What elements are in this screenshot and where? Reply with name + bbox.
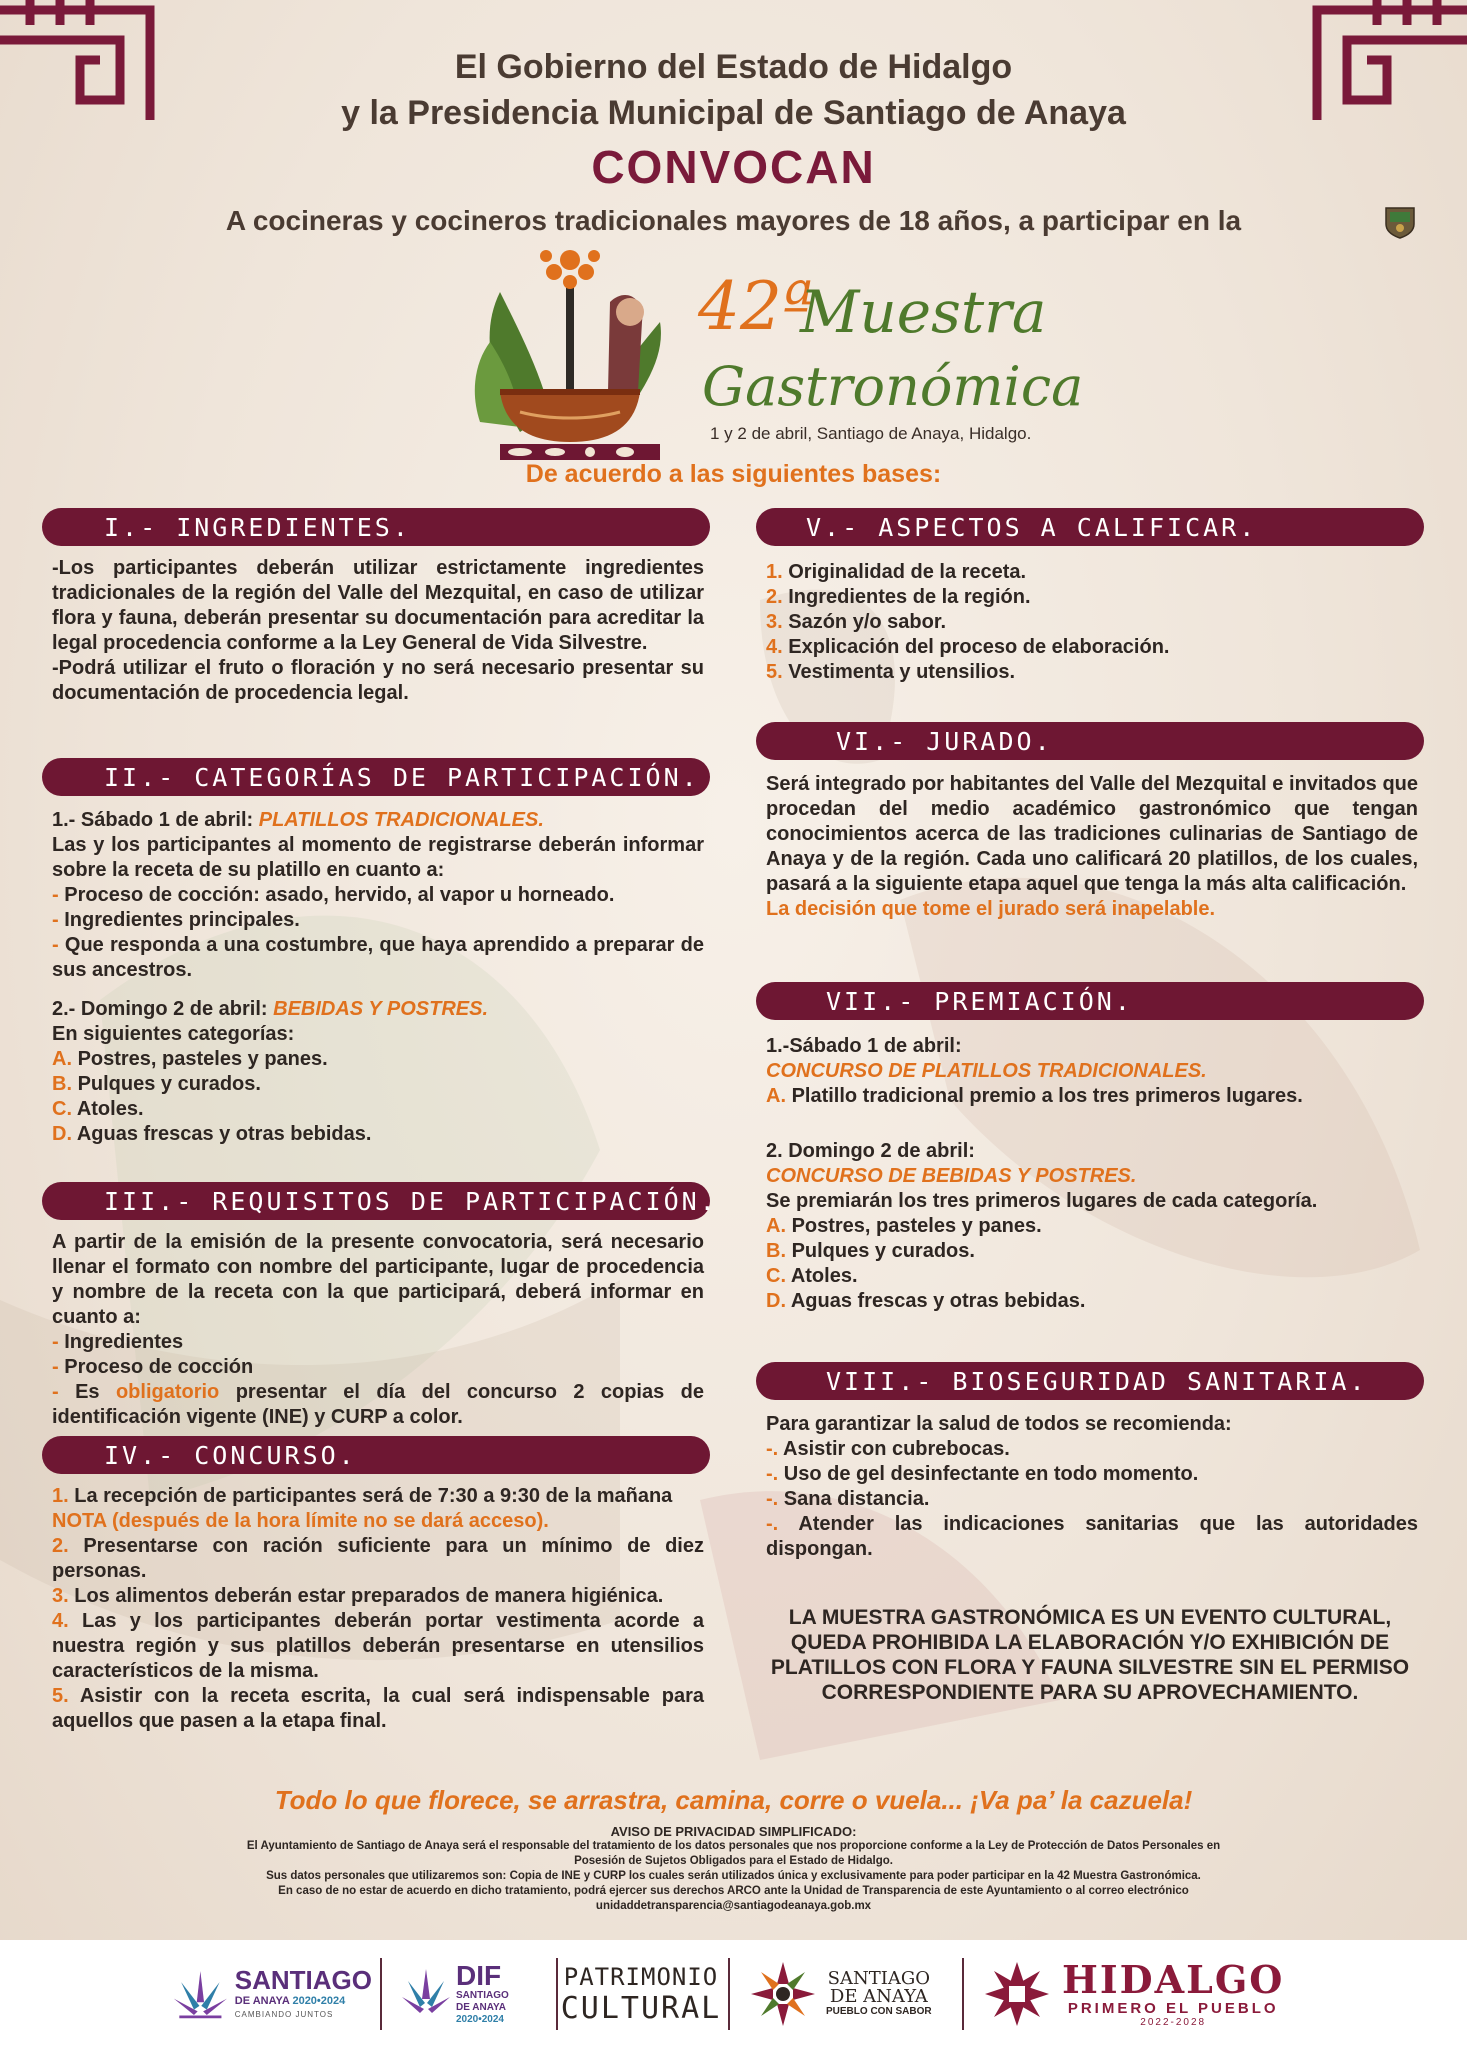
- section-title: V.- ASPECTOS A CALIFICAR.: [806, 512, 1258, 542]
- bioseguridad-intro: Para garantizar la salud de todos se recomienda:: [766, 1413, 1232, 1435]
- section-bioseguridad: [766, 1412, 1418, 1562]
- section-title: II.- CATEGORÍAS DE PARTICIPACIÓN.: [104, 762, 700, 792]
- list-item: - Proceso de cocción: [52, 1356, 254, 1378]
- privacy-title: AVISO DE PRIVACIDAD SIMPLIFICADO:: [610, 1824, 857, 1839]
- section-banner-concurso: [42, 1436, 710, 1474]
- section-banner-bioseguridad: [756, 1362, 1424, 1400]
- day-label: 2. Domingo 2 de abril:: [766, 1140, 975, 1162]
- edition-number: 42ª: [698, 268, 814, 345]
- list-item: - Que responda a una costumbre, que haya aprendido a preparar de sus ancestros.: [52, 934, 704, 981]
- hidalgo-years: 2022-2028: [1140, 2017, 1207, 2028]
- list-item: A. Postres, pasteles y panes.: [52, 1048, 328, 1070]
- section-banner-ingredientes: [42, 508, 710, 546]
- category-name: BEBIDAS Y POSTRES.: [273, 998, 489, 1020]
- jurado-highlight: La decisión que tome el jurado será inapelable.: [766, 898, 1216, 920]
- categorias-subintro: En siguientes categorías:: [52, 1023, 295, 1045]
- ingredientes-paragraph-1: -Los participantes deberán utilizar estrictamente ingredientes tradicionales de la región del Valle del Mezquital, en caso de utilizar flora y fauna, deberán presentar su documentación para acreditar la legal procedencia conforme a la Ley General de Vida Silvestre.: [52, 557, 704, 654]
- section-title: IV.- CONCURSO.: [104, 1440, 357, 1470]
- hidalgo-star-icon: [982, 1959, 1052, 2029]
- logo-word-muestra: Muestra: [800, 278, 1047, 346]
- list-item: - Proceso de cocción: asado, hervido, al vapor u horneado.: [52, 884, 615, 906]
- event-date: 1 y 2 de abril, Santiago de Anaya, Hidalgo.: [710, 424, 1032, 443]
- list-item: 1. Originalidad de la receta.: [766, 561, 1027, 583]
- hidalgo-name: HIDALGO: [1062, 1957, 1285, 2002]
- list-item: A. Platillo tradicional premio a los tres primeros lugares.: [766, 1085, 1303, 1107]
- list-item: A. Postres, pasteles y panes.: [766, 1215, 1042, 1237]
- patrimonio-line-1: PATRIMONIO: [563, 1962, 719, 1991]
- list-item: 5. Asistir con la receta escrita, la cual será indispensable para aquellos que pasen a la etapa final.: [52, 1685, 704, 1732]
- slogan: Todo lo que florece, se arrastra, camina, corre o vuela... ¡Va pa’ la cazuela!: [274, 1785, 1193, 1815]
- day-label: 1.- Sábado 1 de abril:: [52, 809, 254, 831]
- section-banner-categorias: [42, 758, 710, 796]
- list-item: B. Pulques y curados.: [52, 1073, 261, 1095]
- privacy-notice: [40, 1824, 1427, 1914]
- category-name: CONCURSO DE PLATILLOS TRADICIONALES.: [766, 1060, 1207, 1082]
- logo-dif: DIF SANTIAGO DE ANAYA 2020•2024: [400, 1954, 550, 2034]
- list-item: - Es obligatorio presentar el día del concurso 2 copias de identificación vigente (INE) y CURP a color.: [52, 1381, 704, 1428]
- day-label: 1.-Sábado 1 de abril:: [766, 1035, 962, 1057]
- list-item: 3. Sazón y/o sabor.: [766, 611, 947, 633]
- section-requisitos: [52, 1230, 704, 1430]
- section-banner-premiacion: [756, 982, 1424, 1020]
- hidalgo-tag: PRIMERO EL PUEBLO: [1067, 2000, 1279, 2017]
- agave-icon: [400, 1965, 452, 2023]
- flower-emblem-icon: [748, 1959, 818, 2029]
- logo-pueblo-con-sabor: SANTIAGO DE ANAYA PUEBLO CON SABOR: [748, 1954, 948, 2034]
- section-title: VIII.- BIOSEGURIDAD SANITARIA.: [826, 1366, 1368, 1396]
- footer-separator: [380, 1958, 382, 2030]
- list-item: 4. Explicación del proceso de elaboración.: [766, 636, 1170, 658]
- section-title: III.- REQUISITOS DE PARTICIPACIÓN.: [104, 1186, 718, 1216]
- section-jurado: [766, 772, 1418, 922]
- list-item: 2. Ingredientes de la región.: [766, 586, 1031, 608]
- list-item: -. Sana distancia.: [766, 1488, 930, 1510]
- logo-hidalgo: [982, 1954, 1302, 2034]
- list-item: C. Atoles.: [52, 1098, 144, 1120]
- bases-label: De acuerdo a las siguientes bases:: [525, 460, 942, 488]
- list-item: - Ingredientes: [52, 1331, 184, 1353]
- section-concurso: [52, 1484, 704, 1734]
- list-item: D. Aguas frescas y otras bebidas.: [766, 1290, 1086, 1312]
- privacy-line: Posesión de Sujetos Obligados para el Estado de Hidalgo.: [574, 1855, 893, 1867]
- ingredientes-paragraph-2: -Podrá utilizar el fruto o floración y no será necesario presentar su documentación de procedencia legal.: [52, 657, 704, 704]
- footer-separator: [556, 1958, 558, 2030]
- logo-word-gastronomica: Gastronómica: [702, 355, 1084, 418]
- privacy-email: unidaddetransparencia@santiagodeanaya.gob.mx: [595, 1900, 872, 1912]
- prohibition-notice: LA MUESTRA GASTRONÓMICA ES UN EVENTO CULTURAL, QUEDA PROHIBIDA LA ELABORACIÓN Y/O EXHIBICIÓN DE PLATILLOS CON FLORA Y FAUNA SILVESTRE SIN EL PERMISO CORRESPONDIENTE PARA SU APROVECHAMIENTO.: [770, 1606, 1410, 1704]
- list-item: C. Atoles.: [766, 1265, 858, 1287]
- footer-logos: [0, 1940, 1467, 2048]
- municipal-seal-icon: [1380, 200, 1420, 240]
- privacy-line: El Ayuntamiento de Santiago de Anaya será el responsable del tratamiento de los datos personales que nos proporcione conforme a la Ley de Protección de Datos Personales en: [246, 1840, 1221, 1852]
- section-banner-aspectos: [756, 508, 1424, 546]
- list-item: -. Atender las indicaciones sanitarias que las autoridades dispongan.: [766, 1513, 1418, 1560]
- section-categorias: [52, 808, 704, 1147]
- section-aspectos: [766, 560, 1418, 685]
- santiago-name: SANTIAGO: [234, 1965, 372, 1995]
- santiago-tag: CAMBIANDO JUNTOS: [234, 2010, 334, 2019]
- header-line-1: El Gobierno del Estado de Hidalgo: [454, 48, 1013, 86]
- category-name: CONCURSO DE BEBIDAS Y POSTRES.: [766, 1165, 1137, 1187]
- day-label: 2.- Domingo 2 de abril:: [52, 998, 268, 1020]
- list-item: 2. Presentarse con ración suficiente para un mínimo de diez personas.: [52, 1535, 704, 1582]
- footer-separator: [962, 1958, 964, 2030]
- agave-icon: [172, 1963, 229, 2025]
- dif-name: DIF: [456, 1960, 502, 1991]
- list-item: -. Asistir con cubrebocas.: [766, 1438, 1010, 1460]
- section-banner-requisitos: [42, 1182, 718, 1220]
- convocan-title: CONVOCAN: [591, 141, 876, 193]
- jurado-paragraph: Será integrado por habitantes del Valle del Mezquital e invitados que procedan del medio académico gastronómico que tengan conocimientos acerca de las tradiciones culinarias de Santiago de Anaya y de la región. Cada uno calificará 20 platillos, de los cuales, pasará a la siguiente etapa aquel que tenga la más alta calificación.: [766, 773, 1418, 895]
- categorias-intro: Las y los participantes al momento de registrarse deberán informar sobre la receta de su platillo en cuanto a:: [52, 834, 704, 881]
- list-item: 5. Vestimenta y utensilios.: [766, 661, 1015, 683]
- premiacion-subintro: Se premiarán los tres primeros lugares de cada categoría.: [766, 1190, 1318, 1212]
- section-premiacion: [766, 1034, 1418, 1314]
- section-title: I.- INGREDIENTES.: [104, 512, 411, 542]
- section-title: VI.- JURADO.: [836, 726, 1053, 756]
- requisitos-paragraph: A partir de la emisión de la presente convocatoria, será necesario llenar el formato con nombre del participante, lugar de procedencia y nombre de la receta con la que participará, deberá informar en cuanto a:: [52, 1231, 704, 1328]
- list-item: 3. Los alimentos deberán estar preparados de manera higiénica.: [52, 1585, 664, 1607]
- list-item: B. Pulques y curados.: [766, 1240, 975, 1262]
- nota-text: NOTA (después de la hora límite no se dará acceso).: [52, 1510, 549, 1532]
- obligatorio-highlight: obligatorio: [115, 1381, 220, 1403]
- list-item: 1. La recepción de participantes será de 7:30 a 9:30 de la mañana: [52, 1485, 673, 1507]
- event-logo-illustration: [460, 242, 690, 462]
- header-line-2: y la Presidencia Municipal de Santiago de Anaya: [341, 94, 1126, 132]
- list-item: -. Uso de gel desinfectante en todo momento.: [766, 1463, 1199, 1485]
- list-item: 4. Las y los participantes deberán portar vestimenta acorde a nuestra región y sus platillos deberán presentarse en utensilios característicos de la misma.: [52, 1610, 704, 1682]
- logo-patrimonio-cultural: [560, 1954, 722, 2034]
- section-ingredientes: [52, 556, 704, 706]
- list-item: - Ingredientes principales.: [52, 909, 300, 931]
- section-banner-jurado: [756, 722, 1424, 760]
- privacy-line: Sus datos personales que utilizaremos son: Copia de INE y CURP los cuales serán utilizados única y exclusivamente para poder participar en la 42 Muestra Gastronómica.: [266, 1870, 1201, 1882]
- header-line-3: A cocineras y cocineros tradicionales mayores de 18 años, a participar en la: [225, 205, 1242, 236]
- category-name: PLATILLOS TRADICIONALES.: [258, 809, 544, 831]
- privacy-line: En caso de no estar de acuerdo en dicho tratamiento, podrá ejercer sus derechos ARCO ante la Unidad de Transparencia de este Ayuntamiento o al correo electrónico: [278, 1885, 1189, 1897]
- patrimonio-line-2: CULTURAL: [560, 1990, 722, 2026]
- logo-santiago-de-anaya: SANTIAGO DE ANAYA 2020•2024 CAMBIANDO JUNTOS: [172, 1954, 372, 2034]
- list-item: D. Aguas frescas y otras bebidas.: [52, 1123, 372, 1145]
- section-title: VII.- PREMIACIÓN.: [826, 986, 1133, 1016]
- footer-separator: [728, 1958, 730, 2030]
